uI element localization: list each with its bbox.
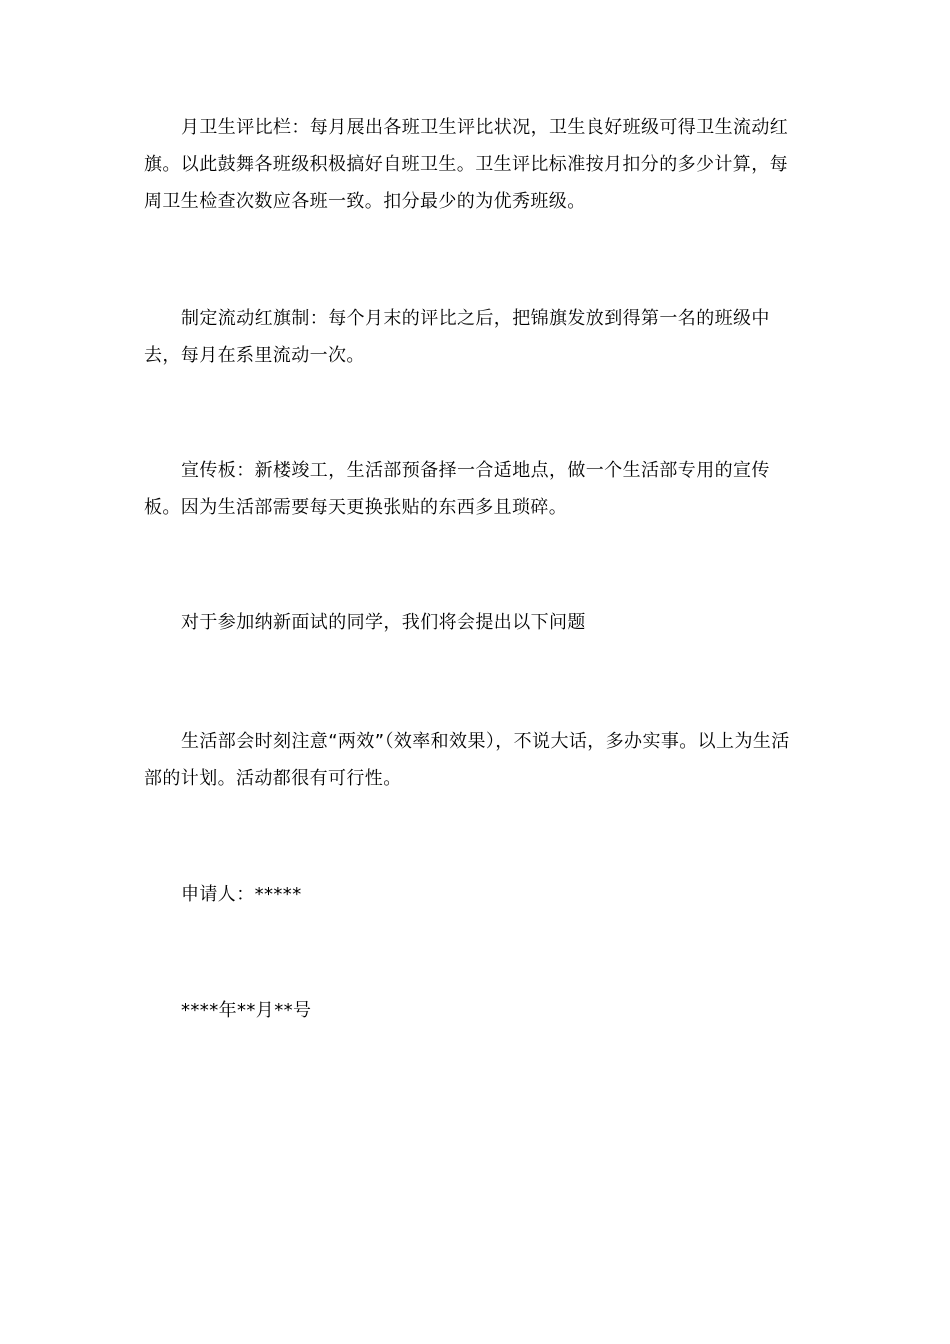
paragraph-red-flag-system: 制定流动红旗制：每个月末的评比之后，把锦旗发放到得第一名的班级中去，每月在系里流动一次。	[144, 308, 770, 366]
applicant-line: 申请人：*****	[181, 884, 302, 905]
paragraph-summary: 生活部会时刻注意“两效”（效率和效果），不说大话，多办实事。以上为生活部的计划。活动都很有可行性。	[144, 731, 790, 789]
paragraph-hygiene-rating: 月卫生评比栏：每月展出各班卫生评比状况，卫生良好班级可得卫生流动红旗。以此鼓舞各班级积极搞好自班卫生。卫生评比标准按月扣分的多少计算，每周卫生检查次数应各班一致。扣分最少的为优秀班级。	[144, 117, 789, 212]
date-line: ****年**月**号	[181, 1000, 312, 1021]
paragraph-interview-questions: 对于参加纳新面试的同学，我们将会提出以下问题	[181, 612, 586, 633]
paragraph-bulletin-board: 宣传板：新楼竣工，生活部预备择一合适地点，做一个生活部专用的宣传板。因为生活部需要每天更换张贴的东西多且琐碎。	[144, 460, 770, 518]
